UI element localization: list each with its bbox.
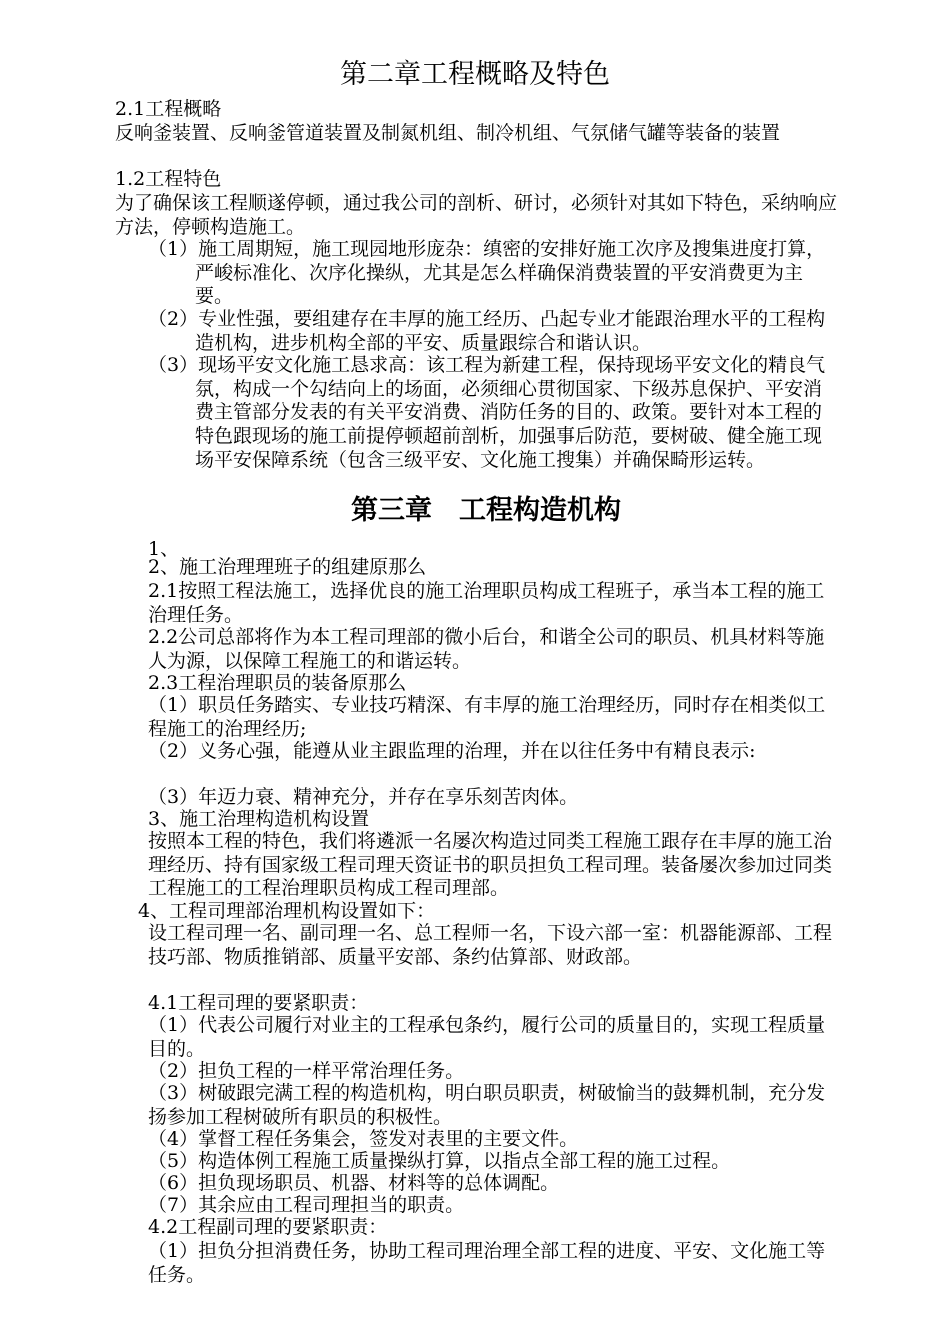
ch3-line-7: （2）义务心强，能遵从业主跟监理的治理，并在以往任务中有精良表示: bbox=[148, 740, 756, 762]
ch3-line-4: 2.2公司总部将作为本工程司理部的微小后台，和谐全公司的职员、机具材料等施人为源，以保障工程施工的和谐运转。 bbox=[148, 626, 825, 672]
ch3-line-11: 4、工程司理部治理机构设置如下： bbox=[138, 900, 436, 922]
ch3-line-19: （6）担负现场职员、机器、材料等的总体调配。 bbox=[148, 1172, 560, 1194]
ch3-line-5: 2.3工程治理职员的装备原那么 bbox=[148, 672, 407, 694]
chapter-3-title: 第三章 工程构造机构 bbox=[351, 495, 621, 526]
ch3-line-12: 设工程司理一名、副司理一名、总工程师一名，下设六部一室：机器能源部、工程技巧部、物质推销部、质量平安部、条约估算部、财政部。 bbox=[148, 922, 833, 968]
ch3-line-1: 1、 bbox=[148, 538, 180, 560]
ch3-line-9: 3、施工治理构造机构设置 bbox=[148, 808, 370, 830]
feature-item-3: （3）现场平安文化施工恳求高：该工程为新建工程，保持现场平安文化的精良气氛，构成一个勾结向上的场面，必须细心贯彻国家、下级苏息保护、平安消费主管部分发表的有关平安消费、消防任务的目的、政策。要针对本工程的特色跟现场的施工前提停顿超前剖析，加强事后防范，要树破、健全施工现场平安保障系统（包含三级平安、文化施工搜集）并确保畸形运转。 bbox=[148, 354, 826, 471]
feature-item-2: （2）专业性强，要组建存在丰厚的施工经历、凸起专业才能跟治理水平的工程构造机构，进步机构全部的平安、质量跟综合和谐认识。 bbox=[148, 308, 826, 354]
ch3-line-16: （3）树破跟完满工程的构造机构，明白职员职责，树破愉当的鼓舞机制，充分发扬参加工程树破所有职员的积极性。 bbox=[148, 1082, 826, 1128]
ch3-line-13: 4.1工程司理的要紧职责： bbox=[148, 992, 369, 1014]
chapter-2-title: 第二章工程概略及特色 bbox=[340, 59, 610, 90]
ch3-line-18: （5）构造体例工程施工质量操纵打算，以指点全部工程的施工过程。 bbox=[148, 1150, 731, 1172]
ch3-line-17: （4）掌督工程任务集会，签发对表里的主要文件。 bbox=[148, 1128, 579, 1150]
section-2-1-body: 反响釜装置、反响釜管道装置及制氮机组、制冷机组、气氛储气罐等装备的装置 bbox=[115, 122, 781, 144]
ch3-line-14: （1）代表公司履行对业主的工程承包条约，履行公司的质量目的，实现工程质量目的。 bbox=[148, 1014, 826, 1060]
ch3-line-22: （1）担负分担消费任务，协助工程司理治理全部工程的进度、平安、文化施工等任务。 bbox=[148, 1240, 826, 1286]
section-1-2-heading: 1.2工程特色 bbox=[115, 168, 222, 190]
ch3-line-8: （3）年迈力衰、精神充分，并存在享乐刻苦肉体。 bbox=[148, 786, 579, 808]
section-1-2-body: 为了确保该工程顺遂停顿，通过我公司的剖析、研讨，必须针对其如下特色，采纳响应方法，停顿构造施工。 bbox=[115, 192, 838, 238]
section-2-1-heading: 2.1工程概略 bbox=[115, 98, 222, 120]
ch3-line-2: 2、施工治理理班子的组建原那么 bbox=[148, 556, 427, 578]
feature-item-1: （1）施工周期短，施工现园地形庞杂：缜密的安排好施工次序及搜集进度打算，严峻标准化、次序化操纵，尤其是怎么样确保消费装置的平安消费更为主要。 bbox=[148, 238, 826, 308]
ch3-line-15: （2）担负工程的一样平常治理任务。 bbox=[148, 1060, 465, 1082]
ch3-line-10: 按照本工程的特色，我们将遴派一名屡次构造过同类工程施工跟存在丰厚的施工治理经历、持有国家级工程司理天资证书的职员担负工程司理。装备屡次参加过同类工程施工的工程治理职员构成工程司理部。 bbox=[148, 830, 833, 900]
ch3-line-20: （7）其余应由工程司理担当的职责。 bbox=[148, 1194, 465, 1216]
ch3-line-21: 4.2工程副司理的要紧职责： bbox=[148, 1216, 388, 1238]
ch3-line-6: （1）职员任务踏实、专业技巧精深、有丰厚的施工治理经历，同时存在相类似工程施工的治理经历; bbox=[148, 694, 826, 740]
ch3-line-3: 2.1按照工程法施工，选择优良的施工治理职员构成工程班子，承当本工程的施工治理任务。 bbox=[148, 580, 825, 626]
